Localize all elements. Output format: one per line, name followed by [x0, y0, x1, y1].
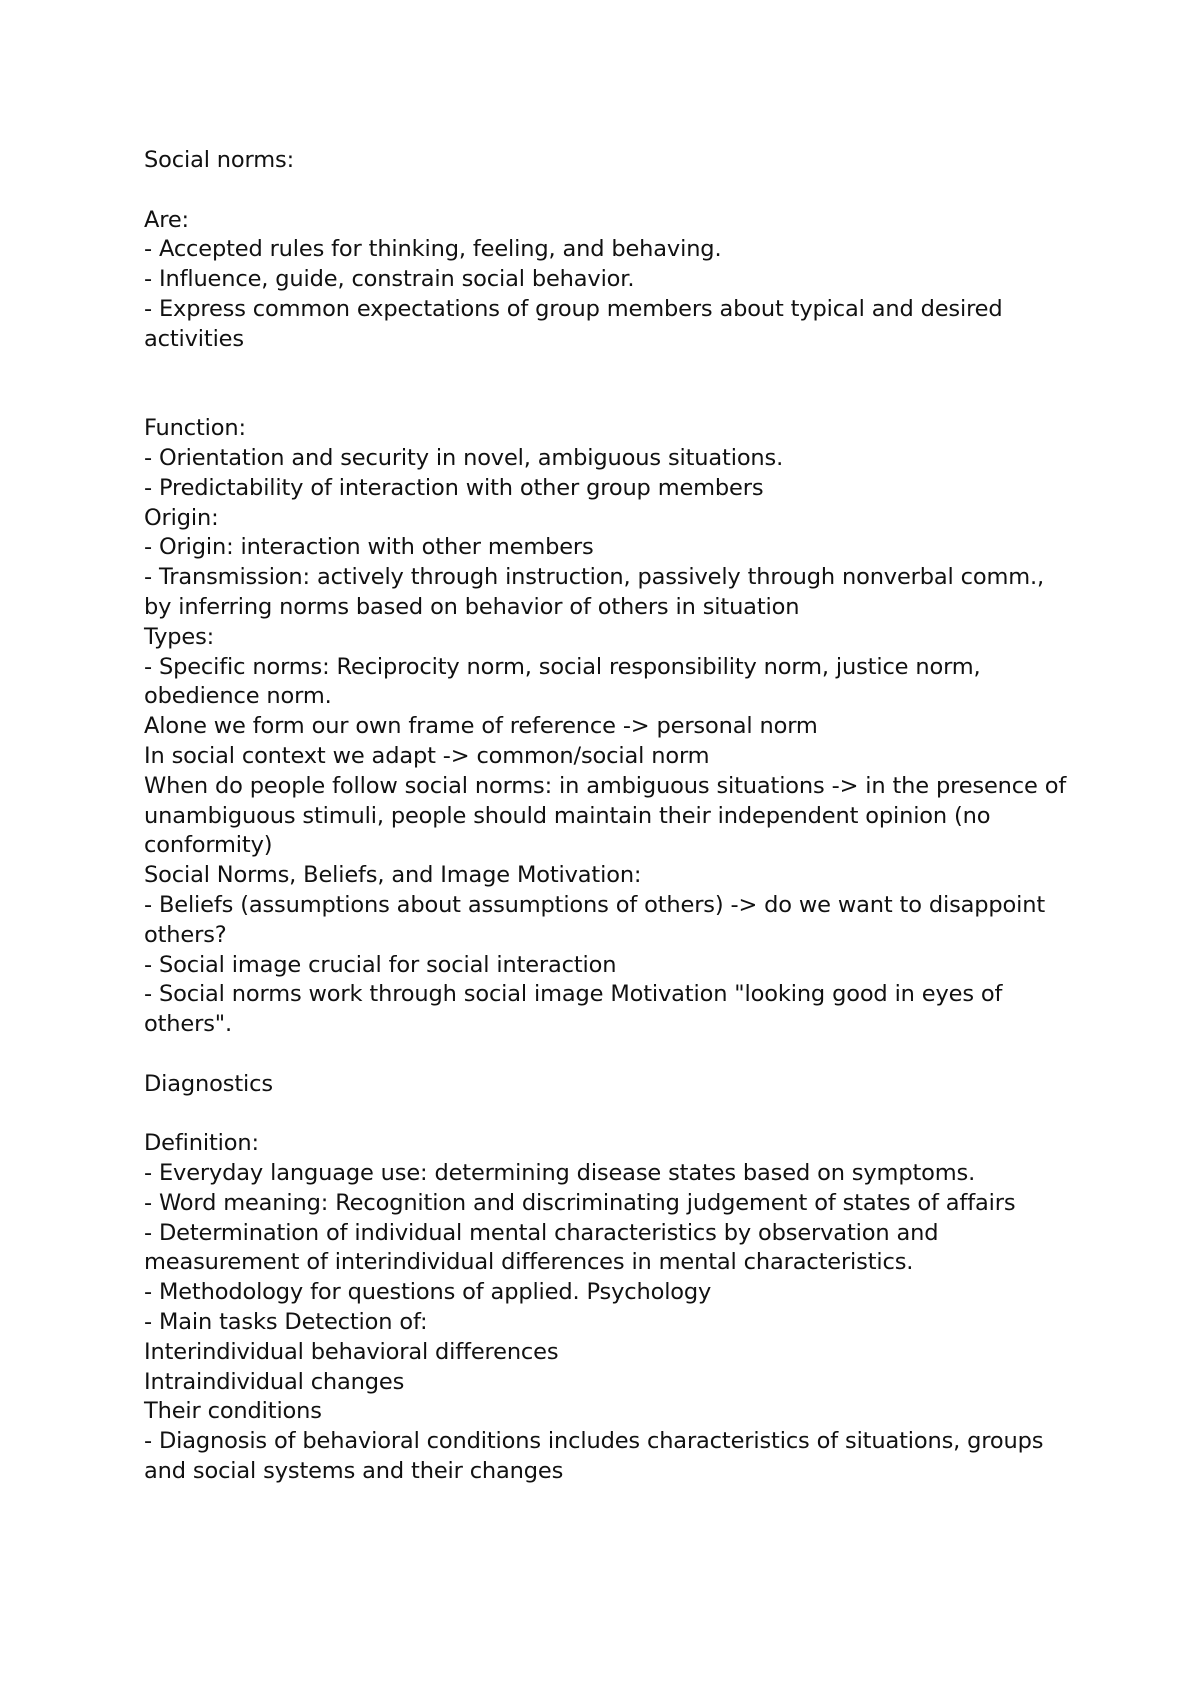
spacer: [144, 355, 1074, 415]
list-item: - Specific norms: Reciprocity norm, social responsibility norm, justice norm, obedience norm.: [144, 653, 988, 710]
diagnostics-title: Diagnostics: [144, 1070, 273, 1097]
social-norms-title: Social norms:: [144, 147, 295, 173]
task-line: Interindividual behavioral differences: [144, 1338, 559, 1365]
list-item: - Word meaning: Recognition and discriminating judgement of states of affairs: [144, 1189, 1016, 1216]
task-line: Intraindividual changes: [144, 1368, 405, 1395]
spacer: [144, 1040, 1074, 1070]
are-heading: Are:: [144, 206, 189, 233]
list-item: - Main tasks Detection of:: [144, 1309, 428, 1336]
list-item: - Orientation and security in novel, ambiguous situations.: [144, 444, 784, 471]
list-item: - Express common expectations of group members about typical and desired activities: [144, 295, 1010, 352]
spacer: [144, 1100, 1074, 1130]
origin-heading: Origin:: [144, 504, 219, 531]
text-line: Alone we form our own frame of reference -> personal norm: [144, 713, 818, 740]
definition-heading: Definition:: [144, 1130, 259, 1157]
list-item: - Transmission: actively through instruction, passively through nonverbal comm., by inferring norms based on behavior of others in situation: [144, 564, 1052, 620]
list-item: - Influence, guide, constrain social behavior.: [144, 266, 635, 293]
list-item: - Beliefs (assumptions about assumptions of others) -> do we want to disappoint others?: [144, 891, 1053, 948]
types-heading: Types:: [144, 623, 215, 650]
list-item: - Predictability of interaction with other group members: [144, 474, 764, 501]
list-item: - Everyday language use: determining disease states based on symptoms.: [144, 1160, 976, 1187]
function-heading: Function:: [144, 415, 246, 442]
list-item: - Social norms work through social image Motivation "looking good in eyes of others".: [144, 981, 1010, 1038]
text-line: When do people follow social norms: in ambiguous situations -> in the presence of unambiguous stimuli, people should maintain their independent opinion (no conformity): [144, 772, 1074, 859]
list-item: - Social image crucial for social interaction: [144, 951, 617, 978]
text-line: In social context we adapt -> common/social norm: [144, 742, 710, 769]
task-line: Their conditions: [144, 1398, 322, 1425]
list-item: - Methodology for questions of applied. Psychology: [144, 1279, 712, 1306]
list-item: - Diagnosis of behavioral conditions includes characteristics of situations, groups and social systems and their changes: [144, 1428, 1051, 1485]
list-item: - Origin: interaction with other members: [144, 534, 594, 561]
list-item: - Determination of individual mental characteristics by observation and measurement of interindividual differences in mental characteristics.: [144, 1219, 946, 1276]
list-item: - Accepted rules for thinking, feeling, and behaving.: [144, 236, 722, 263]
image-motivation-heading: Social Norms, Beliefs, and Image Motivation:: [144, 862, 642, 889]
document-body: [144, 146, 1074, 1487]
spacer: [144, 176, 1074, 206]
